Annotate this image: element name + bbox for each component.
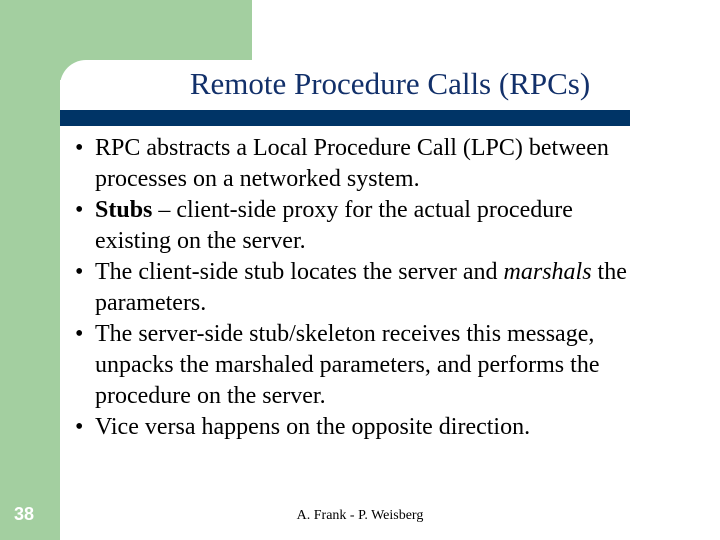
- bullet-text: The server-side stub/skeleton receives this message,: [95, 321, 595, 347]
- bullet-text: RPC abstracts a Local Procedure Call (LPC) between: [95, 135, 609, 161]
- bullet-text-cont: existing on the server.: [95, 228, 306, 254]
- bullet-item: [75, 195, 720, 257]
- bullet-list: [75, 133, 720, 443]
- bullet-text: The client-side stub locates the server and: [95, 259, 504, 285]
- bullet-text-cont: processes on a networked system.: [95, 166, 420, 192]
- footer-author: A. Frank - P. Weisberg: [296, 508, 424, 523]
- bullet-dot: •: [75, 135, 84, 161]
- bullet-item: [75, 133, 720, 195]
- bullet-text: – client-side proxy for the actual procedure: [152, 197, 573, 223]
- slide-title: Remote Procedure Calls (RPCs): [189, 66, 591, 101]
- bullet-text-cont: parameters.: [95, 290, 207, 316]
- bullet-dot: •: [75, 414, 84, 440]
- bullet-italic-term: marshals: [503, 259, 592, 285]
- bullet-dot: •: [75, 197, 84, 223]
- bullet-item: [75, 319, 720, 412]
- slide-number: 38: [14, 504, 35, 524]
- bullet-text-cont: procedure on the server.: [95, 383, 326, 409]
- bullet-text: Vice versa happens on the opposite direction.: [95, 414, 531, 440]
- bullet-text-post: the: [591, 259, 627, 285]
- bullet-item: [75, 257, 720, 319]
- bullet-dot: •: [75, 259, 84, 285]
- bullet-bold-term: Stubs: [95, 197, 153, 223]
- bullet-text-cont: unpacks the marshaled parameters, and performs the: [95, 352, 600, 378]
- bullet-item: [75, 412, 720, 443]
- bullet-dot: •: [75, 321, 84, 347]
